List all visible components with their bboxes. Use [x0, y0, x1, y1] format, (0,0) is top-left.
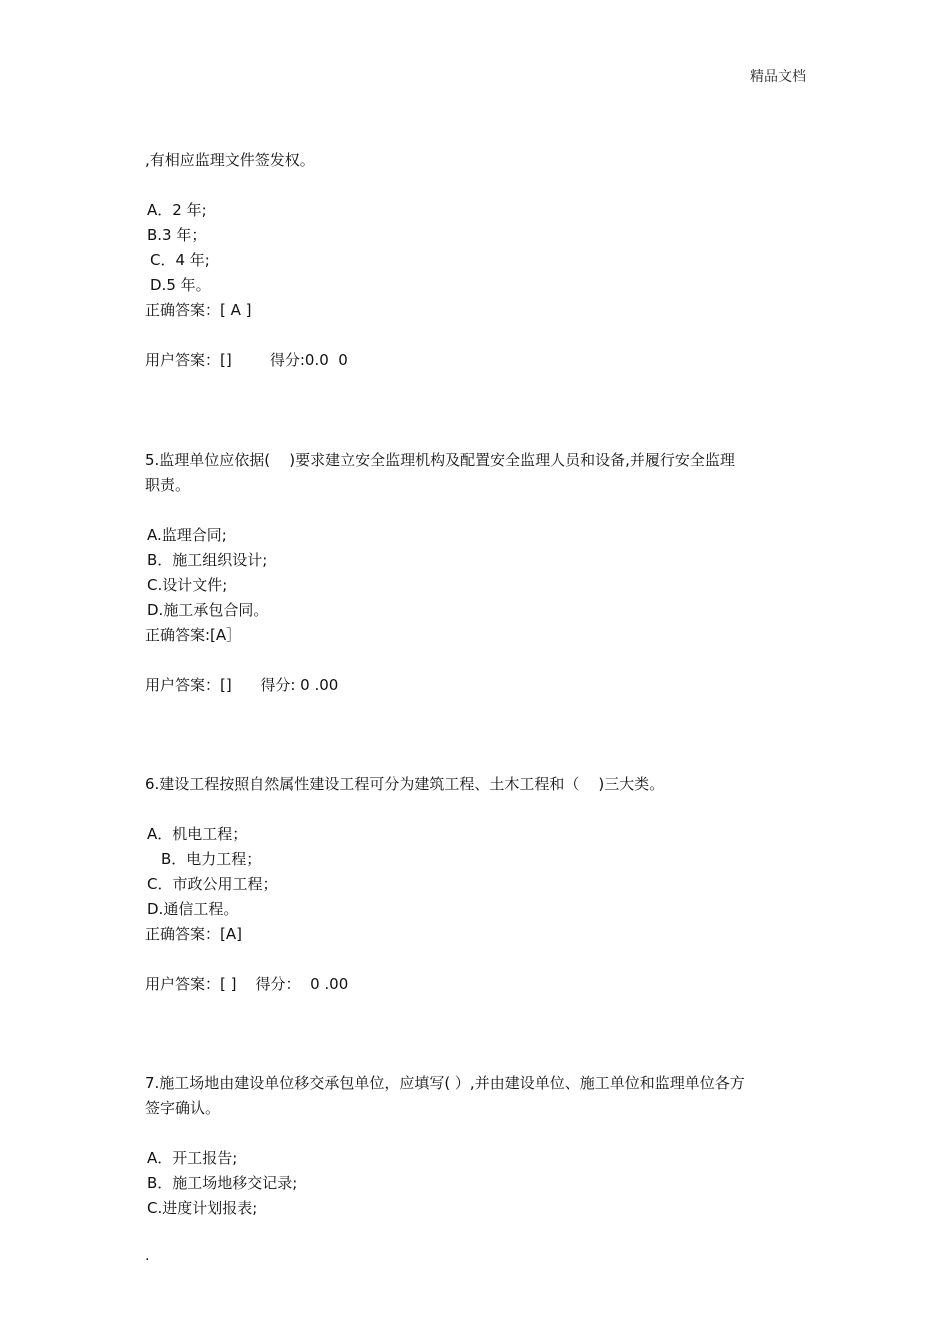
- text-line: 正确答案:[A］: [145, 626, 242, 644]
- text-line: B.3 年；: [147, 226, 207, 244]
- text-line: A.监理合同;: [147, 526, 227, 544]
- text-line: D.5 年。: [150, 276, 211, 294]
- text-line: 7.施工场地由建设单位移交承包单位，应填写( ）,并由建设单位、施工单位和监理单位各方: [145, 1074, 745, 1092]
- text-line: 职责。: [145, 476, 191, 494]
- text-line: A．机电工程；: [147, 825, 248, 843]
- text-line: C．4 年;: [150, 251, 210, 269]
- text-line: D.通信工程。: [147, 900, 239, 918]
- text-line: B．施工组织设计;: [147, 551, 268, 569]
- text-line: 6.建设工程按照自然属性建设工程可分为建筑工程、土木工程和（ )三大类。: [145, 775, 665, 793]
- text-line: 签字确认。: [145, 1099, 221, 1117]
- text-line: 用户答案：[] 得分: 0 .00: [145, 676, 339, 694]
- text-line: 正确答案：[ A ]: [145, 301, 252, 319]
- text-line: B．电力工程；: [161, 850, 262, 868]
- text-line: C.进度计划报表;: [147, 1199, 258, 1217]
- text-line: A．开工报告;: [147, 1149, 238, 1167]
- text-line: 正确答案：[A]: [145, 925, 242, 943]
- text-line: ,有相应监理文件签发权。: [145, 151, 315, 169]
- text-line: 用户答案：[ ] 得分： 0 .00: [145, 975, 349, 993]
- text-line: C.设计文件;: [147, 576, 228, 594]
- page-footer: .: [145, 1248, 150, 1264]
- text-line: A．2 年;: [147, 201, 207, 219]
- text-line: 用户答案：[] 得分:0.0 0: [145, 351, 348, 369]
- text-line: D.施工承包合同。: [147, 601, 269, 619]
- text-line: C．市政公用工程；: [147, 875, 278, 893]
- text-line: B．施工场地移交记录;: [147, 1174, 298, 1192]
- text-line: 5.监理单位应依据( )要求建立安全监理机构及配置安全监理人员和设备,并履行安全监理: [145, 451, 735, 469]
- page-header: 精品文档: [750, 69, 806, 85]
